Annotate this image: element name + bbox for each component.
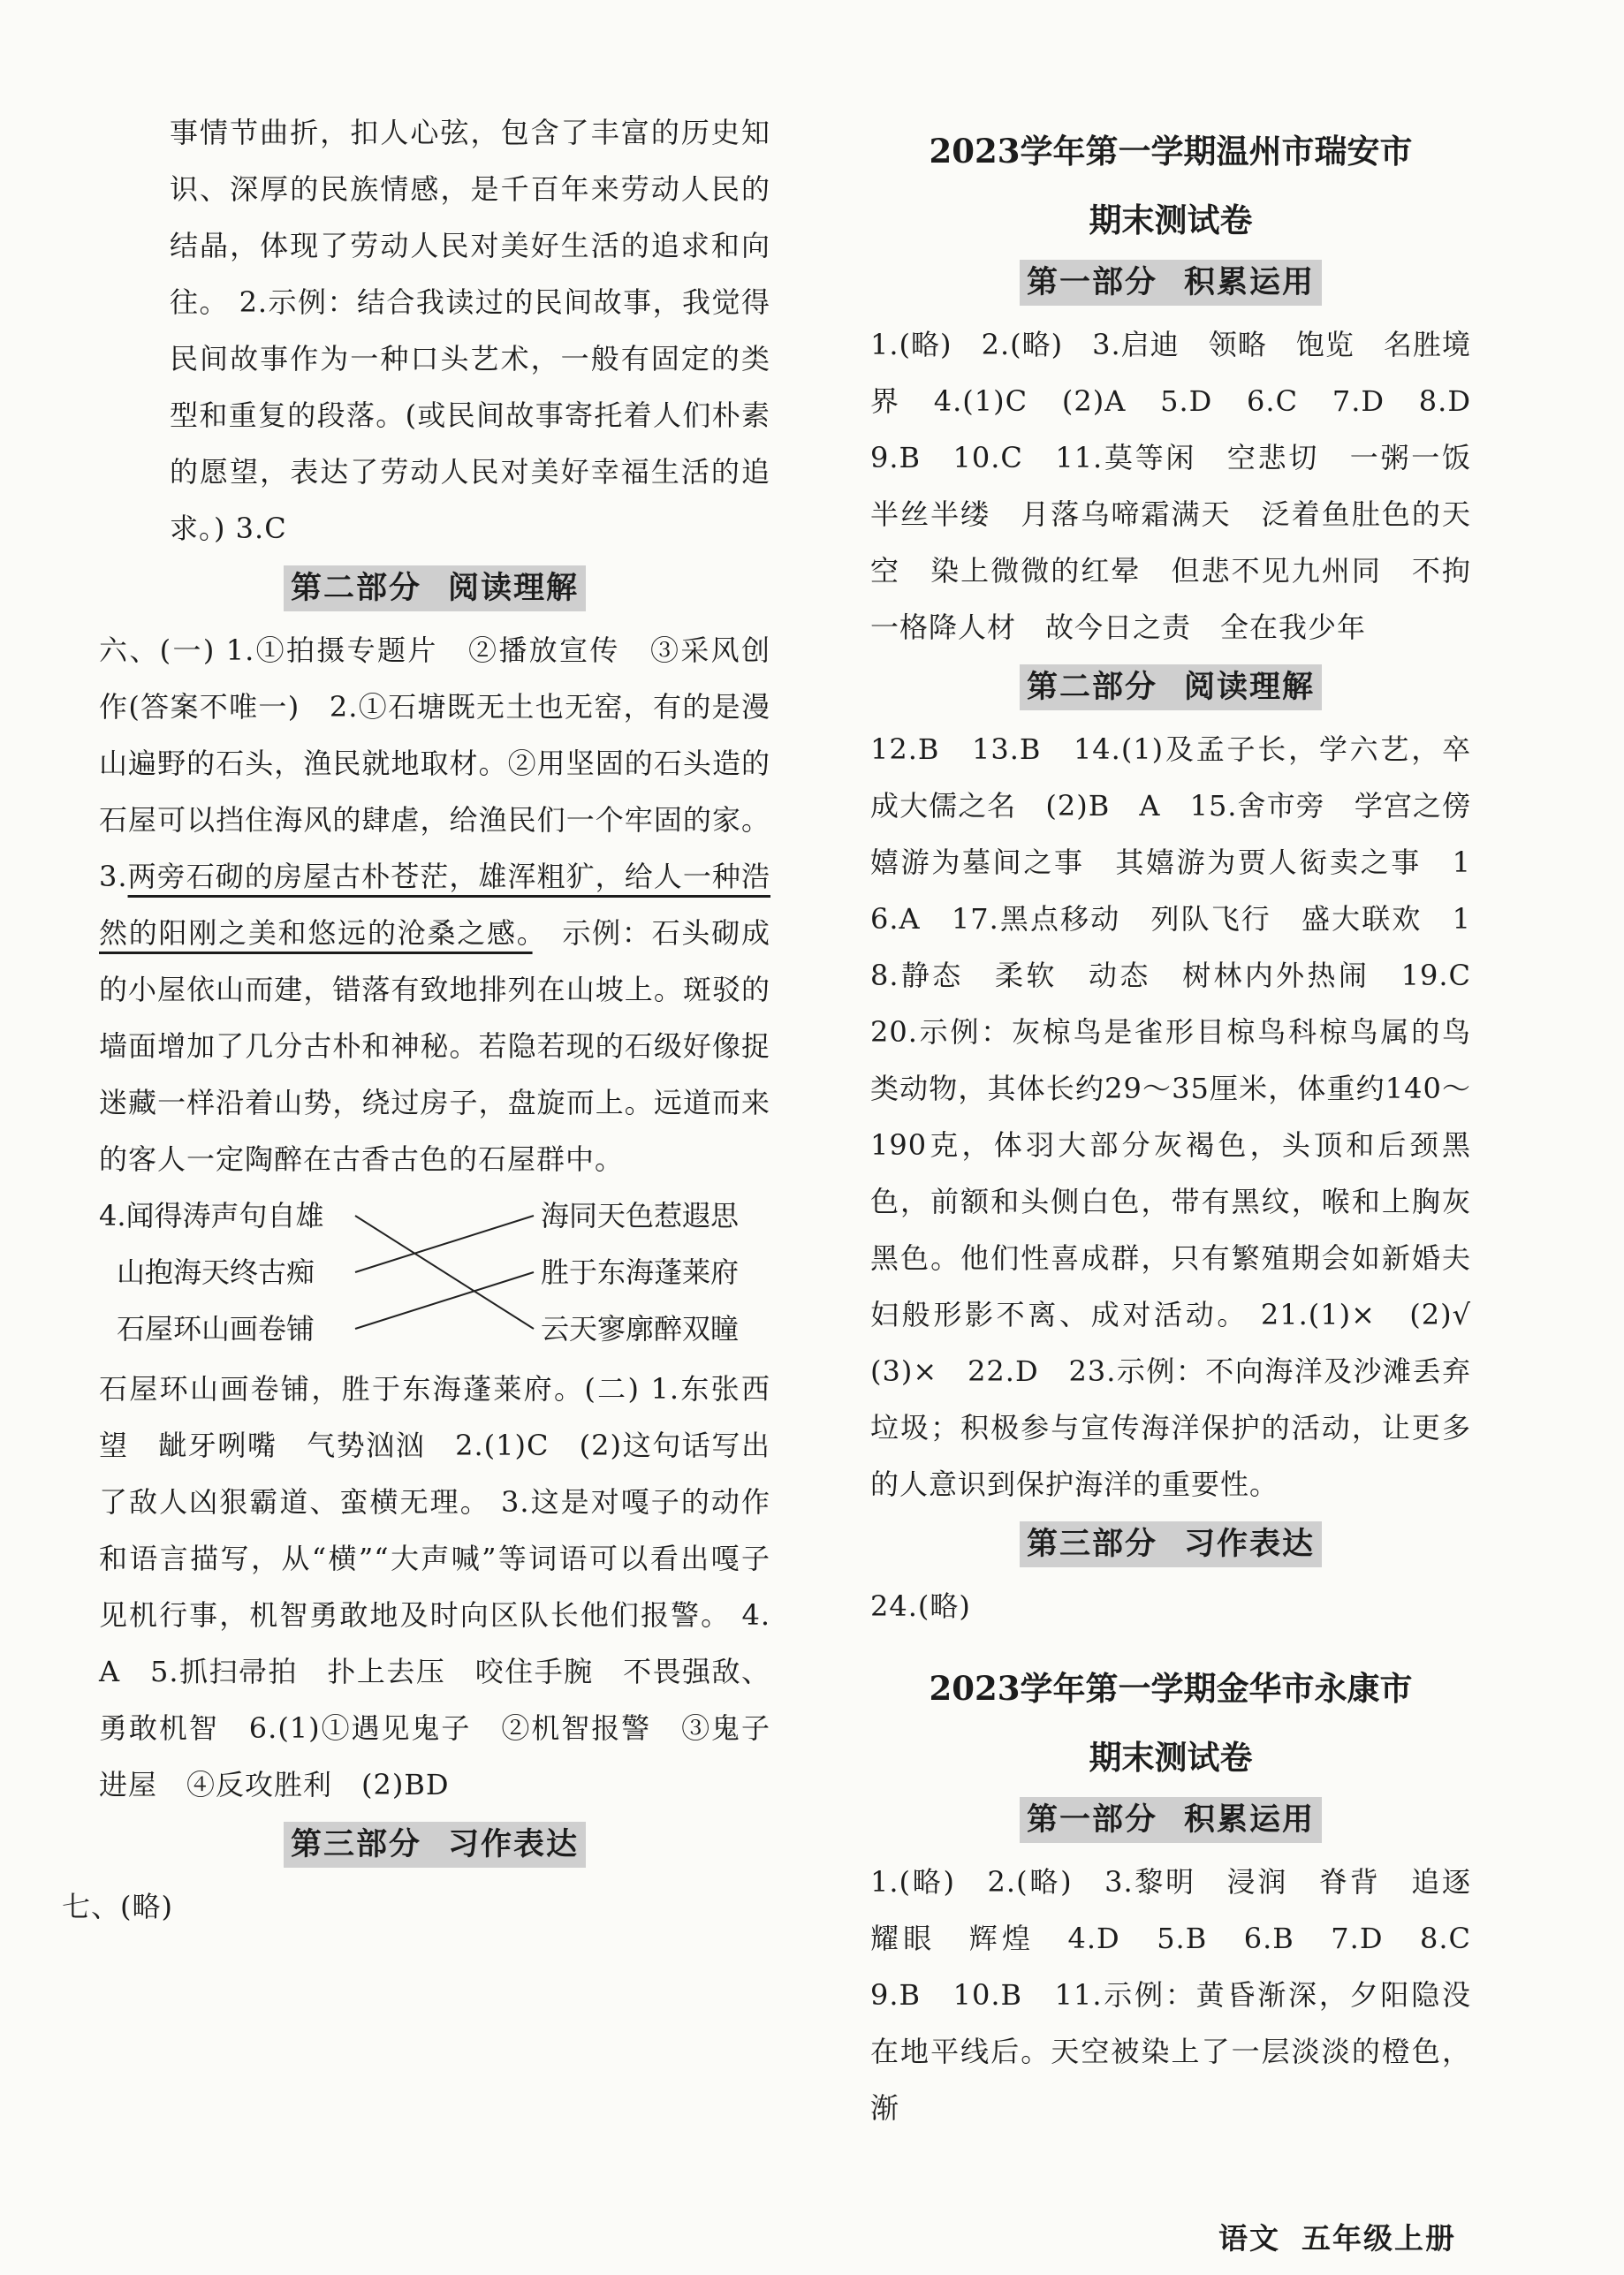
- underlined-answer: 两旁石砌的房屋古朴苍茫，雄浑粗犷，给人一种浩然的阳刚之美和悠远的沧桑之感。: [99, 860, 770, 950]
- match-right-item: 海同天色惹遐思: [541, 1199, 740, 1232]
- footer-subject: 语文: [1218, 2221, 1280, 2256]
- exam-title: 2023学年第一学期温州市瑞安市: [929, 132, 1413, 171]
- section-heading-reading: 第二部分 阅读理解: [284, 565, 586, 611]
- match-left-item: 山抱海天终古痴: [117, 1255, 315, 1289]
- left-column: [62, 104, 770, 1935]
- section-heading-writing: 第三部分 习作表达: [1020, 1521, 1322, 1567]
- question-six-answer: 六、(一) 1.①拍摄专题片 ②播放宣传 ③采风创作(答案不唯一) 2.①石塘既无土也无窑，有的是漫山遍野的石头，渔民就地取材。②用坚固的石头造的石屋可以挡住海风的肆虐，给渔民们一个牢固的家。3.两旁石砌的房屋古朴苍茫，雄浑粗犷，给人一种浩然的阳刚之美和悠远的沧桑之感。 示例：石头砌成的小屋依山而建，错落有致地排列在山坡上。斑驳的墙面增加了几分古朴和神秘。若隐若现的石级好像捉迷藏一样沿着山势，绕过房子，盘旋而上。远道而来的客人一定陶醉在古香古色的石屋群中。: [99, 633, 770, 1176]
- line-matching-exercise: [99, 1187, 770, 1361]
- answer-paragraph: 12.B 13.B 14.(1)及孟子长，学六艺，卒成大儒之名 (2)B A 15.舍市旁 学宫之傍 嬉游为墓间之事 其嬉游为贾人衒卖之事 16.A 17.黑点移动 列队飞行 盛大联欢 18.静态 柔软 动态 树林内外热闹 19.C 20.示例：灰椋鸟是雀形目椋鸟科椋鸟属的鸟类动物，其体长约29～35厘米，体重约140～190克，体羽大部分灰褐色，头顶和后颈黑色，前额和头侧白色，带有黑纹，喉和上胸灰黑色。他们性喜成群，只有繁殖期会如新婚夫妇般形影不离、成对活动。 21.(1)× (2)√ (3)× 22.D 23.示例：不向海洋及沙滩丢弃垃圾；积极参与宣传海洋保护的活动，让更多的人意识到保护海洋的重要性。: [870, 732, 1501, 1501]
- answer-paragraph: 24.(略): [870, 1589, 971, 1623]
- page-footer: [1218, 2216, 1456, 2257]
- right-column: [870, 113, 1501, 2136]
- answer-paragraph: 事情节曲折，扣人心弦，包含了丰富的历史知识、深厚的民族情感，是千百年来劳动人民的结晶，体现了劳动人民对美好生活的追求和向往。 2.示例：结合我读过的民间故事，我觉得民间故事作为一种口头艺术，一般有固定的类型和重复的段落。(或民间故事寄托着人们朴素的愿望，表达了劳动人民对美好幸福生活的追求。) 3.C: [170, 116, 770, 545]
- match-right-item: 胜于东海蓬莱府: [541, 1255, 740, 1289]
- exam-subtitle: 期末测试卷: [1089, 1738, 1253, 1777]
- match-line: [355, 1216, 534, 1272]
- match-left-item: 石屋环山画卷铺: [117, 1312, 315, 1346]
- section-heading-writing: 第三部分 习作表达: [284, 1822, 586, 1868]
- question-seven-answer: 七、(略): [62, 1890, 173, 1923]
- section-heading-accumulation: 第一部分 积累运用: [1020, 1797, 1322, 1843]
- exam-subtitle: 期末测试卷: [1089, 201, 1253, 239]
- match-line: [355, 1272, 534, 1329]
- answer-paragraph: 1.(略) 2.(略) 3.启迪 领略 饱览 名胜境界 4.(1)C (2)A 5.D 6.C 7.D 8.D 9.B 10.C 11.莫等闲 空悲切 一粥一饭 半丝半缕 月落乌啼霜满天 泛着鱼肚色的天空 染上微微的红晕 但悲不见九州同 不拘一格降人材 故今日之责 全在我少年: [870, 328, 1501, 644]
- section-heading-reading: 第二部分 阅读理解: [1020, 664, 1322, 710]
- match-lines: [99, 1187, 770, 1361]
- exam-title: 2023学年第一学期金华市永康市: [929, 1669, 1413, 1708]
- answer-paragraph: 石屋环山画卷铺，胜于东海蓬莱府。(二) 1.东张西望 龇牙咧嘴 气势汹汹 2.(1)C (2)这句话写出了敌人凶狠霸道、蛮横无理。 3.这是对嘎子的动作和语言描写，从“横”“大声喊”等词语可以看出嘎子见机行事，机智勇敢地及时向区队长他们报警。 4.A 5.抓扫帚拍 扑上去压 咬住手腕 不畏强敌、勇敢机智 6.(1)①遇见鬼子 ②机智报警 ③鬼子进屋 ④反攻胜利 (2)BD: [99, 1372, 770, 1801]
- footer-grade: 五年级上册: [1301, 2221, 1456, 2256]
- match-left-item: 4.闻得涛声句自雄: [99, 1199, 324, 1232]
- answer-paragraph: 1.(略) 2.(略) 3.黎明 浸润 脊背 追逐 耀眼 辉煌 4.D 5.B 6.B 7.D 8.C 9.B 10.B 11.示例：黄昏渐深，夕阳隐没在地平线后。天空被染上了一层淡淡的橙色，渐: [870, 1865, 1501, 2125]
- match-right-item: 云天寥廓醉双瞳: [541, 1312, 740, 1346]
- section-heading-accumulation: 第一部分 积累运用: [1020, 260, 1322, 306]
- match-line: [355, 1216, 534, 1329]
